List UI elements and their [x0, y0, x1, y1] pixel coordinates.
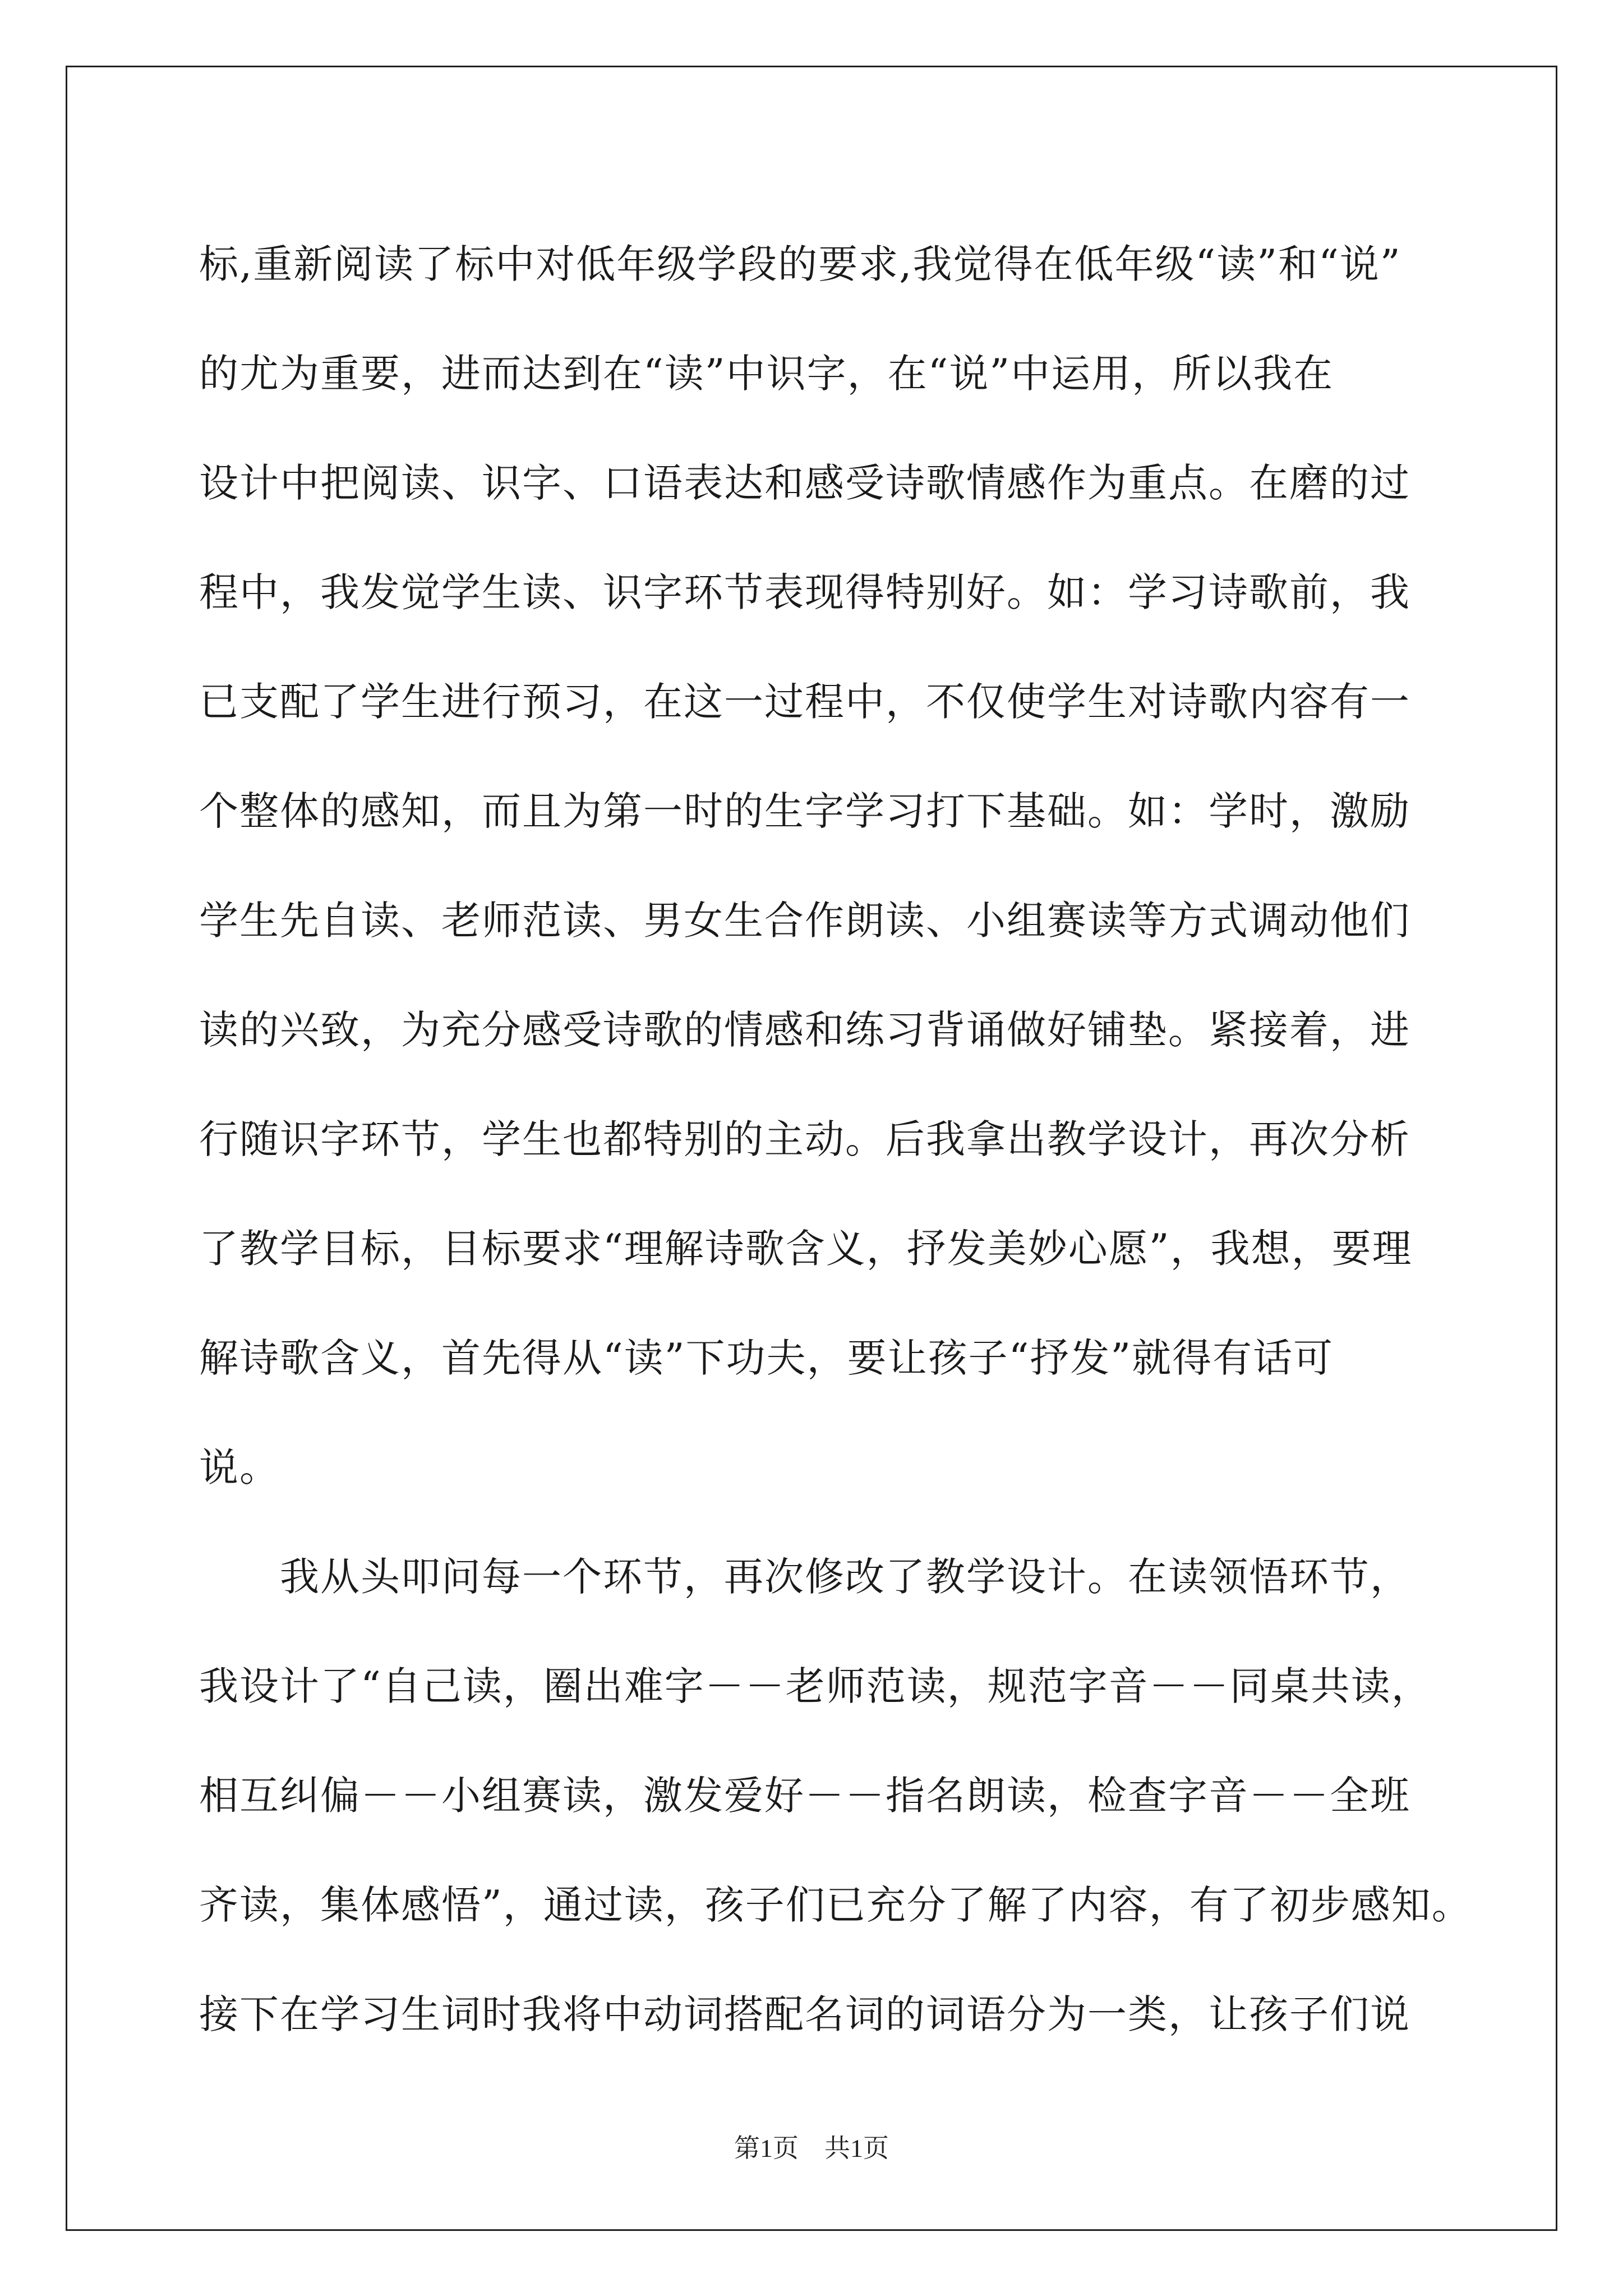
text-line: 程中，我发觉学生读、识字环节表现得特别好。如：学习诗歌前，我 — [199, 569, 1410, 615]
text-line: 行随识字环节，学生也都特别的主动。后我拿出教学设计，再次分析 — [199, 1116, 1410, 1162]
text-line: 标,重新阅读了标中对低年级学段的要求,我觉得在低年级“读”和“说” — [199, 241, 1401, 287]
text-line: 解诗歌含义，首先得从“读”下功夫，要让孩子“抒发”就得有话可 — [199, 1335, 1334, 1381]
document-body — [199, 210, 1472, 2069]
text-line: 齐读，集体感悟”，通过读，孩子们已充分了解了内容，有了初步感知。 — [199, 1882, 1472, 1928]
text-line: 了教学目标，目标要求“理解诗歌含义，抒发美妙心愿”，我想，要理 — [199, 1226, 1413, 1272]
text-line: 读的兴致，为充分感受诗歌的情感和练习背诵做好铺垫。紧接着，进 — [199, 1007, 1410, 1053]
text-line: 的尤为重要，进而达到在“读”中识字，在“说”中运用，所以我在 — [199, 351, 1334, 397]
paragraph-1 — [199, 210, 1433, 1522]
paragraph-2 — [199, 1522, 1472, 2069]
text-line: 个整体的感知，而且为第一时的生字学习打下基础。如：学时，激励 — [199, 788, 1410, 834]
text-line: 说。 — [199, 1444, 280, 1490]
text-line: 我设计了“自己读，圈出难字－－老师范读，规范字音－－同桌共读， — [199, 1663, 1432, 1709]
text-line: 相互纠偏－－小组赛读，激发爱好－－指名朗读，检查字音－－全班 — [199, 1773, 1410, 1819]
text-line: 接下在学习生词时我将中动词搭配名词的词语分为一类，让孩子们说 — [199, 1991, 1410, 2037]
text-line: 我从头叩问每一个环节，再次修改了教学设计。在读领悟环节， — [199, 1554, 1410, 1600]
text-line: 已支配了学生进行预习，在这一过程中，不仅使学生对诗歌内容有一 — [199, 679, 1410, 725]
page-number-footer: 第1页 共1页 — [734, 2134, 889, 2162]
text-line: 设计中把阅读、识字、口语表达和感受诗歌情感作为重点。在磨的过 — [199, 460, 1410, 506]
text-line: 学生先自读、老师范读、男女生合作朗读、小组赛读等方式调动他们 — [199, 898, 1410, 944]
